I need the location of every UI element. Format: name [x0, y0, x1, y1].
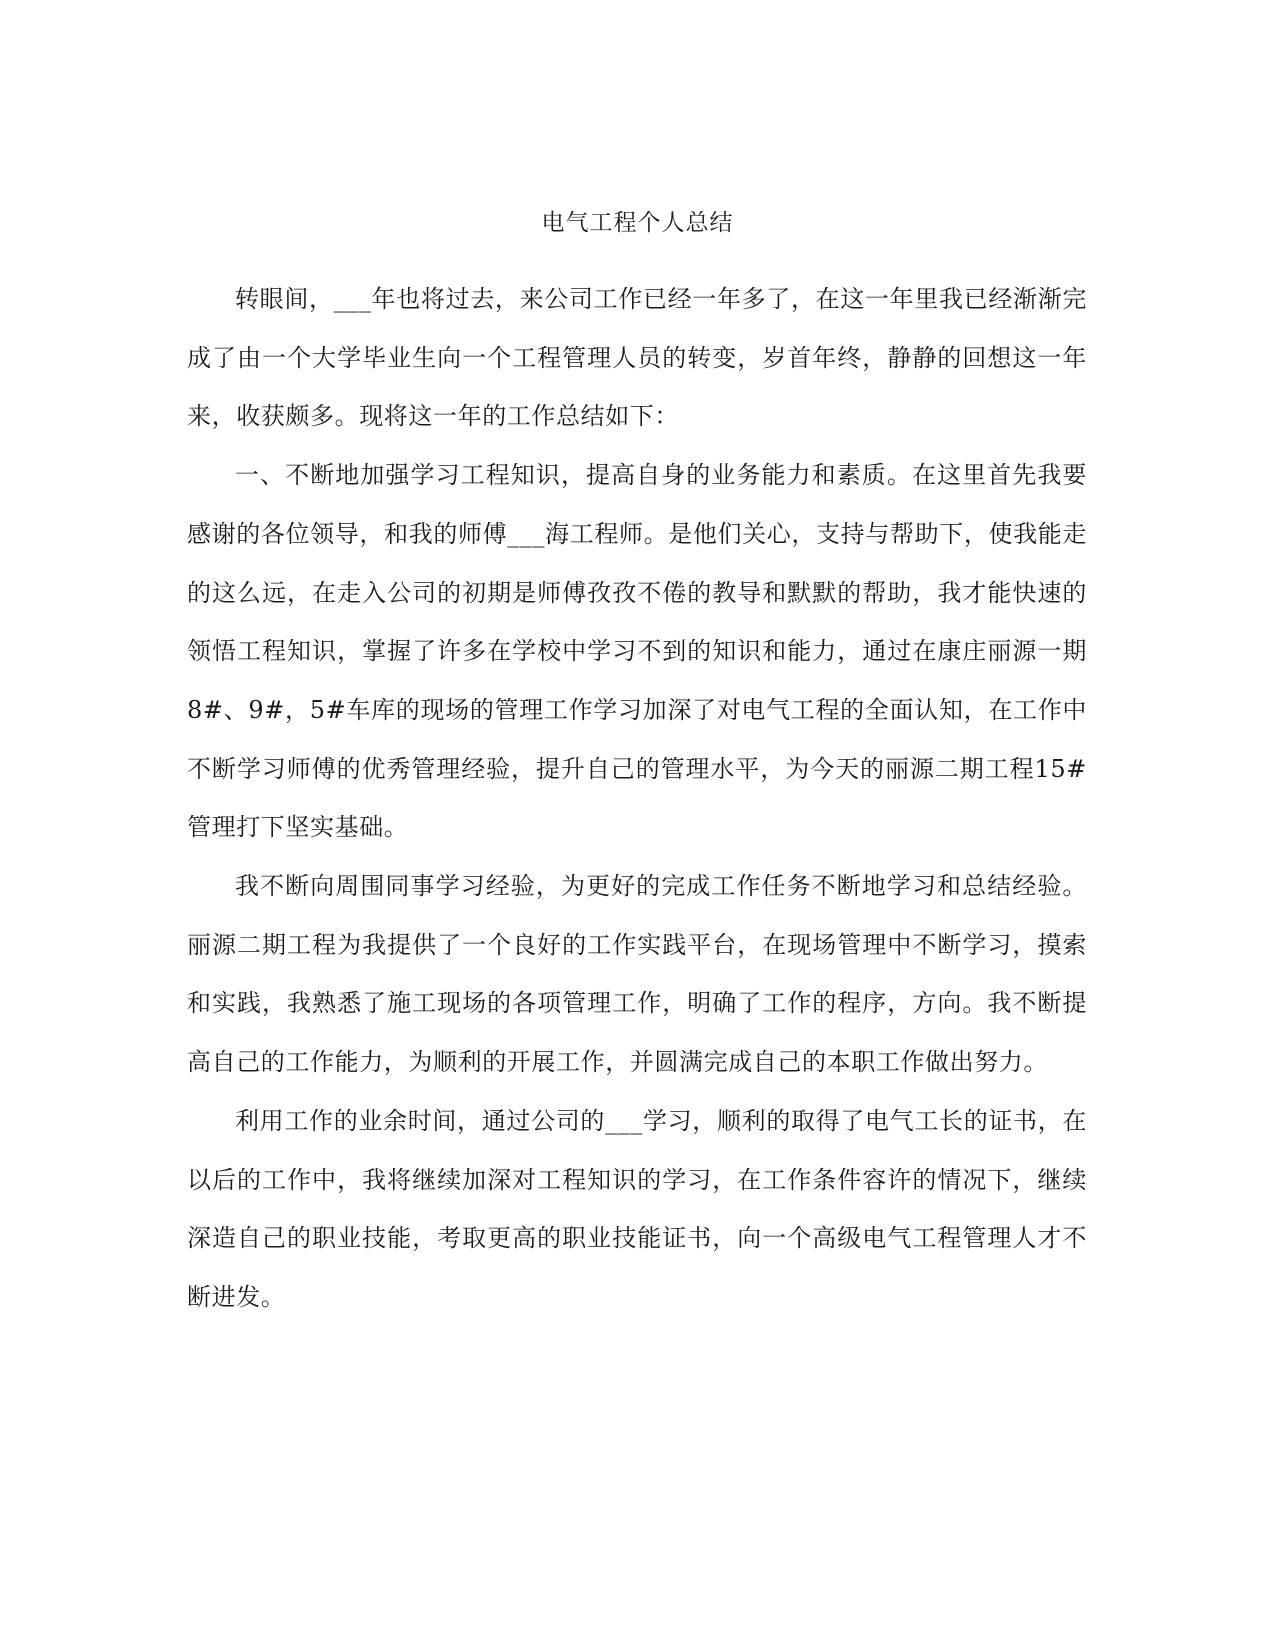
paragraph-intro: 转眼间，___年也将过去，来公司工作已经一年多了，在这一年里我已经渐渐完成了由一个大学毕业生向一个工程管理人员的转变，岁首年终，静静的回想这一年来，收获颇多。现将这一年的工作总结如下：	[187, 285, 1087, 431]
paragraph-colleagues: 我不断向周围同事学习经验，为更好的完成工作任务不断地学习和总结经验。丽源二期工程为我提供了一个良好的工作实践平台，在现场管理中不断学习，摸索和实践，我熟悉了施工现场的各项管理工作，明确了工作的程序，方向。我不断提高自己的工作能力，为顺利的开展工作，并圆满完成自己的本职工作做出努力。	[187, 872, 1087, 1077]
document-body	[187, 270, 1087, 1327]
paragraph-learning: 一、不断地加强学习工程知识，提高自身的业务能力和素质。在这里首先我要感谢的各位领导，和我的师傅___海工程师。是他们关心，支持与帮助下，使我能走的这么远，在走入公司的初期是师傅孜孜不倦的教导和默默的帮助，我才能快速的领悟工程知识，掌握了许多在学校中学习不到的知识和能力，通过在康庄丽源一期8#、9#，5#车库的现场的管理工作学习加深了对电气工程的全面认知，在工作中不断学习师傅的优秀管理经验，提升自己的管理水平，为今天的丽源二期工程15#管理打下坚实基础。	[187, 461, 1087, 842]
paragraph-certificate: 利用工作的业余时间，通过公司的___学习，顺利的取得了电气工长的证书，在以后的工作中，我将继续加深对工程知识的学习，在工作条件容许的情况下，继续深造自己的职业技能，考取更高的职业技能证书，向一个高级电气工程管理人才不断进发。	[187, 1106, 1087, 1311]
document-title: 电气工程个人总结	[541, 210, 734, 236]
